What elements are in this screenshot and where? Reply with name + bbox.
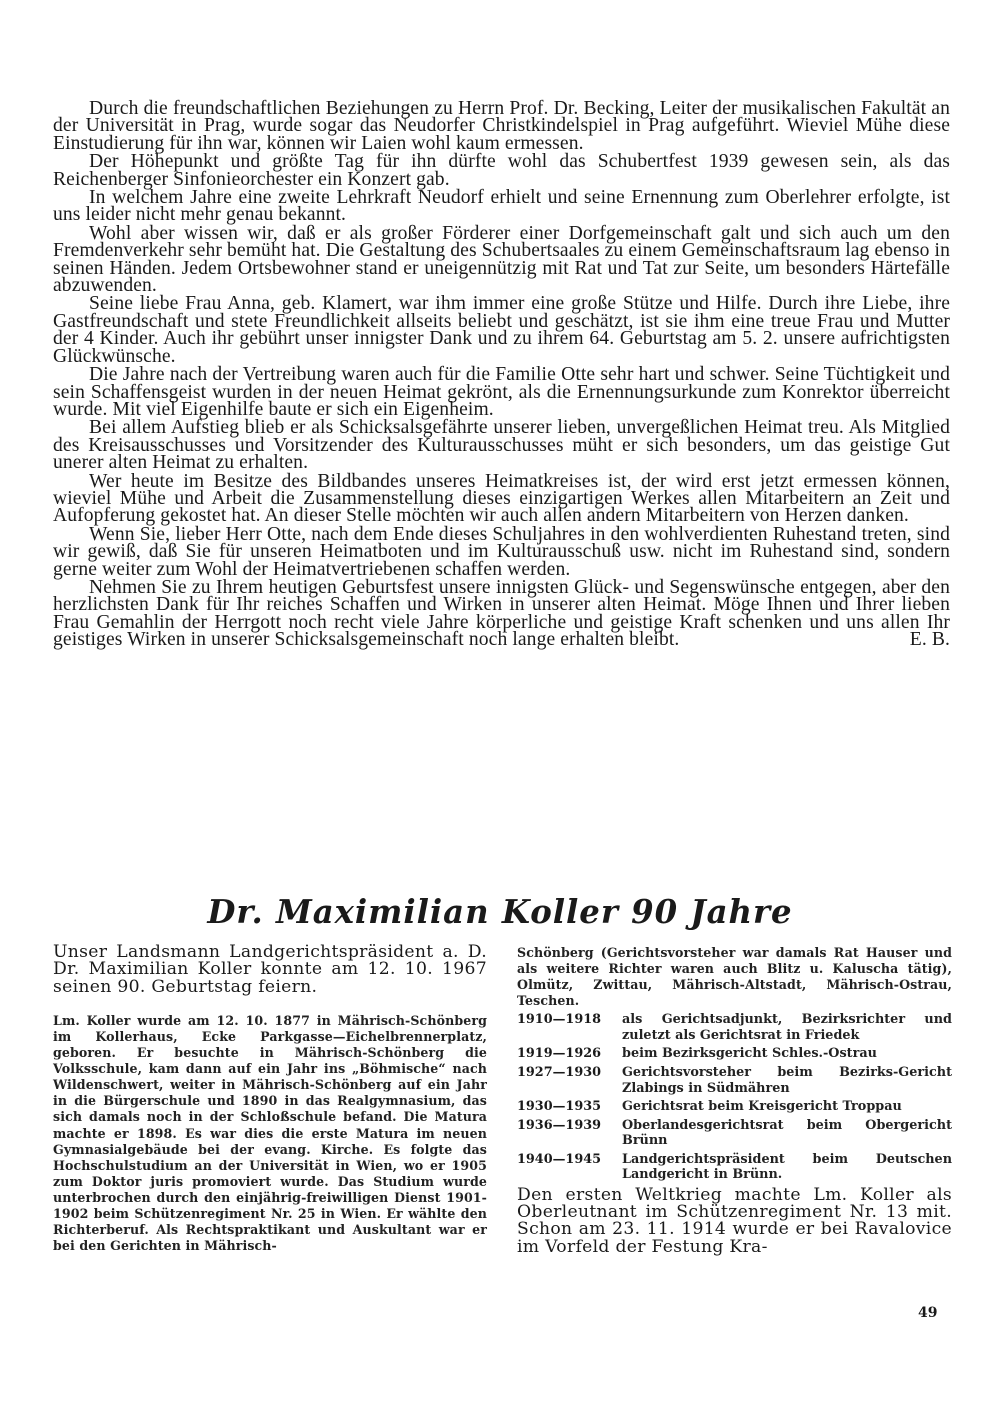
author-signature: E. B. xyxy=(909,629,950,651)
paragraph: In welchem Jahre eine zweite Lehrkraft Neudorf erhielt und seine Ernennung zum Oberlehrer erfolgte, ist uns leider nicht mehr genau bekannt. xyxy=(53,187,950,226)
career-entry xyxy=(517,1065,952,1096)
closing-paragraph-text: Nehmen Sie zu Ihrem heutigen Geburtsfest unsere innigsten Glück- und Segenswünsche entgegen, aber den herzlichsten Dank für Ihr reiches Schaffen und Wirken in unserer alten Heimat. Möge Ihnen und Ihrer lieben Frau Gemahlin der Herrgott noch recht viele Jahre körperliche und geistige Kraft schenken und uns allen Ihr geistiges Wirken in unserer Schicksalsgemeinschaft noch lange erhalten bleibt. xyxy=(53,576,950,651)
paragraph: Durch die freundschaftlichen Beziehungen zu Herrn Prof. Dr. Becking, Leiter der musikalischen Fakultät an der Universität in Prag, wurde sogar das Neudorfer Christkindelspiel in Prag aufgeführt. Wieviel Mühe diese Einstudierung für ihn war, können wir Laien wohl kaum ermessen. xyxy=(53,98,950,154)
article-lead: Unser Landsmann Landgerichtspräsident a. D. Dr. Maximilian Koller konnte am 12. 10. 1967 seinen 90. Geburtstag feiern. xyxy=(53,942,487,997)
right-column xyxy=(517,945,952,1256)
closing-paragraph xyxy=(53,576,950,651)
article-body-left: Lm. Koller wurde am 12. 10. 1877 in Mährisch-Schönberg im Kollerhaus, Ecke Parkgasse—Eichelbrennerplatz, geboren. Er besuchte in Mährisch-Schönberg die Volksschule, kam dann auf ein Jahr ins „Böhmische“ nach Wildenschwert, weiter in Mährisch-Schönberg auf ein Jahr in die Bürgerschule und 1890 in das Realgymnasium, das sich damals noch in der Schloßschule befand. Die Matura machte er 1898. Es war dies die erste Matura im neuen Gymnasialgebäude bei der evang. Kirche. Es folgte das Hochschulstudium an der Universität in Wien, wo er 1905 zum Doktor juris promoviert wurde. Das Studium wurde unterbrochen durch den einjährig-freiwilligen Dienst 1901-1902 beim Schützenregiment Nr. 25 in Wien. Er wählte den Richterberuf. Als Rechtspraktikant und Auskultant war er bei den Gerichten in Mährisch- xyxy=(53,1012,487,1254)
paragraph: Bei allem Aufstieg blieb er als Schicksalsgefährte unserer lieben, unvergeßlichen Heimat treu. Als Mitglied des Kreisausschusses und Vorsitzender des Kulturausschusses müht er sich besonders, um das geistige Gut unerer alten Heimat zu erhalten. xyxy=(53,417,950,474)
career-entry xyxy=(517,1152,952,1183)
career-years: 1927—1930 xyxy=(517,1065,602,1081)
page-number: 49 xyxy=(918,1305,938,1321)
article-closing: Den ersten Weltkrieg machte Lm. Koller als Oberleutnant im Schützenregiment Nr. 13 mit. Schon am 23. 11. 1914 wurde er bei Ravalovice im Vorfeld der Festung Kra- xyxy=(517,1184,952,1257)
paragraph: Der Höhepunkt und größte Tag für ihn dürfte wohl das Schubertfest 1939 gewesen sein, als das Reichenberger Sinfonieorchester ein Konzert gab. xyxy=(53,151,950,190)
career-years: 1940—1945 xyxy=(517,1151,602,1167)
career-description: Gerichtsrat beim Kreisgericht Troppau xyxy=(622,1099,902,1114)
career-description: Gerichtsvorsteher beim Bezirks-Gericht Zlabings in Südmähren xyxy=(622,1065,952,1096)
article-body-right: Schönberg (Gerichtsvorsteher war damals Rat Hauser und als weitere Richter waren auch Blitz u. Kaluscha tätig), Olmütz, Zwittau, Mährisch-Altstadt, Mährisch-Ostrau, Teschen. xyxy=(517,945,952,1009)
career-entry xyxy=(517,1099,952,1115)
left-column xyxy=(53,944,487,1254)
paragraph: Wohl aber wissen wir, daß er als großer Förderer einer Dorfgemeinschaft galt und sich auch um den Fremdenverkehr sehr bemüht hat. Die Gestaltung des Schubertsaales zu einem Gemeinschaftsraum lag ebenso in seinen Händen. Jedem Ortsbewohner stand er uneigennützig mit Rat und Tat zur Seite, um besonders Härtefälle abzuwenden. xyxy=(53,222,950,297)
career-description: Oberlandesgerichtsrat beim Obergericht Brünn xyxy=(622,1118,952,1149)
career-years: 1930—1935 xyxy=(517,1099,602,1114)
career-entry xyxy=(517,1118,952,1149)
paragraph: Die Jahre nach der Vertreibung waren auch für die Familie Otte sehr hart und schwer. Seine Tüchtigkeit und sein Schaffensgeist wurden in der neuen Heimat gekrönt, als die Ernennungsurkunde zum Konrektor überreicht wurde. Mit viel Eigenhilfe baute er sich ein Eigenheim. xyxy=(53,364,950,420)
career-years: 1910—1918 xyxy=(517,1012,602,1028)
career-description: Landgerichtspräsident beim Deutschen Landgericht in Brünn. xyxy=(622,1151,952,1183)
upper-article xyxy=(53,100,950,650)
career-years: 1936—1939 xyxy=(517,1118,602,1133)
paragraph: Wer heute im Besitze des Bildbandes unseres Heimatkreises ist, der wird erst jetzt ermessen können, wieviel Mühe und Arbeit die Zusammenstellung dieses einzigartigen Werkes allen Mitarbeitern an Zeit und Aufopferung gekostet hat. An dieser Stelle möchten wir auch allen andern Mitarbeitern von Herzen danken. xyxy=(53,470,950,527)
career-entry xyxy=(517,1012,952,1043)
career-description: als Gerichtsadjunkt, Bezirksrichter und zuletzt als Gerichtsrat in Friedek xyxy=(622,1012,952,1043)
paragraph: Wenn Sie, lieber Herr Otte, nach dem Ende dieses Schuljahres in den wohlverdienten Ruhestand treten, sind wir gewiß, daß Sie für unseren Heimatboten und im Kulturausschuß usw. nicht im Ruhestand sind, sondern gerne weiter zum Wohl der Heimatvertriebenen schaffen werden. xyxy=(53,523,950,580)
career-entry xyxy=(517,1046,952,1062)
article-headline: Dr. Maximilian Koller 90 Jahre xyxy=(207,892,793,931)
career-list xyxy=(517,1012,952,1182)
paragraph: Seine liebe Frau Anna, geb. Klamert, war ihm immer eine große Stütze und Hilfe. Durch ihre Liebe, ihre Gastfreundschaft und stete Freundlichkeit allseits beliebt und geschätzt, ist sie ihm eine treue Frau und Mutter der 4 Kinder. Auch ihr gebührt unser innigster Dank und zu ihrem 64. Geburtstag am 5. 2. unsere aufrichtigsten Glückwünsche. xyxy=(53,293,950,367)
career-description: beim Bezirksgericht Schles.-Ostrau xyxy=(622,1046,877,1062)
career-years: 1919—1926 xyxy=(517,1046,602,1062)
